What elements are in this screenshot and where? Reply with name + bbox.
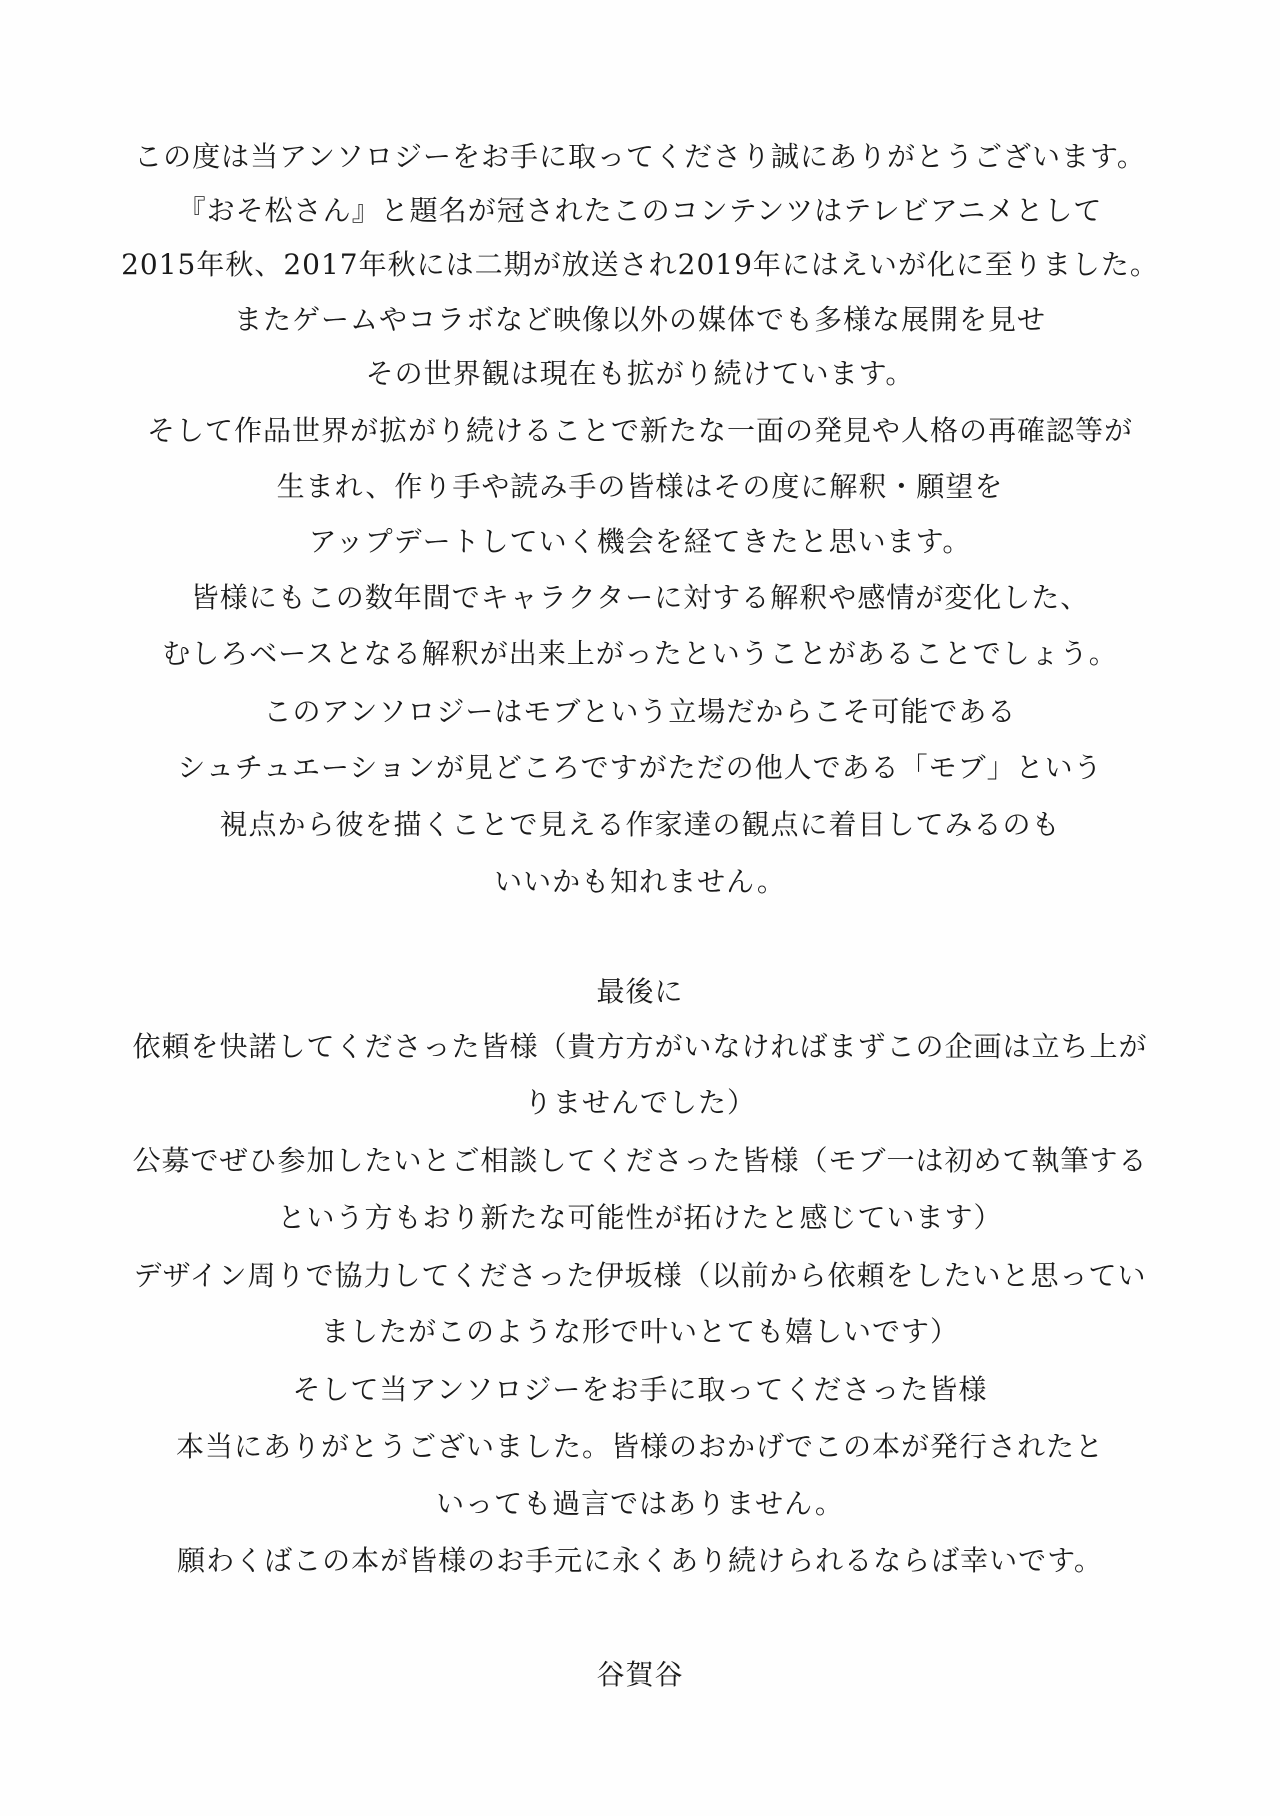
closing-line: りませんでした） (523, 1086, 756, 1119)
intro-line: むしろベースとなる解釈が出来上がったということがあることでしょう。 (162, 637, 1118, 670)
author-signature: 谷賀谷 (596, 1658, 684, 1691)
intro-line: シュチュエーションが見どころですがただの他人である「モブ」という (177, 751, 1103, 784)
closing-line: 願わくばこの本が皆様のお手元に永くあり続けられるならば幸いです。 (177, 1544, 1103, 1577)
closing-line: デザイン周りで協力してくださった伊坂様（以前から依頼をしたいと思ってい (133, 1259, 1147, 1292)
closing-line: 公募でぜひ参加したいとご相談してくださった皆様（モブ一は初めて執筆する (132, 1144, 1148, 1177)
closing-line: ましたがこのような形で叶いとても嬉しいです） (320, 1315, 959, 1348)
intro-line: 『おそ松さん』と題名が冠されたこのコンテンツはテレビアニメとして (177, 194, 1103, 227)
intro-line: この度は当アンソロジーをお手に取ってくださり誠にありがとうございます。 (134, 140, 1146, 173)
intro-line: またゲームやコラボなど映像以外の媒体でも多様な展開を見せ (233, 303, 1046, 336)
intro-line: 生まれ、作り手や読み手の皆様はその度に解釈・願望を (276, 470, 1004, 503)
closing-line: 本当にありがとうございました。皆様のおかげでこの本が発行されたと (175, 1430, 1104, 1463)
intro-line: そして作品世界が拡がり続けることで新たな一面の発見や人格の再確認等が (146, 414, 1133, 447)
closing-line: という方もおり新たな可能性が拓けたと感じています） (277, 1201, 1003, 1234)
intro-line: その世界観は現在も拡がり続けています。 (365, 357, 915, 390)
intro-line: いいかも知れません。 (494, 865, 786, 898)
intro-line: 皆様にもこの数年間でキャラクターに対する解釈や感情が変化した、 (190, 581, 1090, 614)
intro-line: このアンソロジーはモブという立場だからこそ可能である (263, 695, 1017, 728)
intro-line: 2015年秋、2017年秋には二期が放送され2019年にはえいが化に至りました。 (121, 248, 1159, 281)
closing-line: 依頼を快諾してくださった皆様（貴方方がいなければまずこの企画は立ち上が (132, 1030, 1148, 1063)
closing-line: そして当アンソロジーをお手に取ってくださった皆様 (292, 1373, 988, 1406)
closing-line: いっても過言ではありません。 (436, 1487, 844, 1520)
intro-line: アップデートしていく機会を経てきたと思います。 (308, 525, 972, 558)
closing-heading: 最後に (596, 975, 684, 1008)
intro-line: 視点から彼を描くことで見える作家達の観点に着目してみるのも (219, 808, 1061, 841)
